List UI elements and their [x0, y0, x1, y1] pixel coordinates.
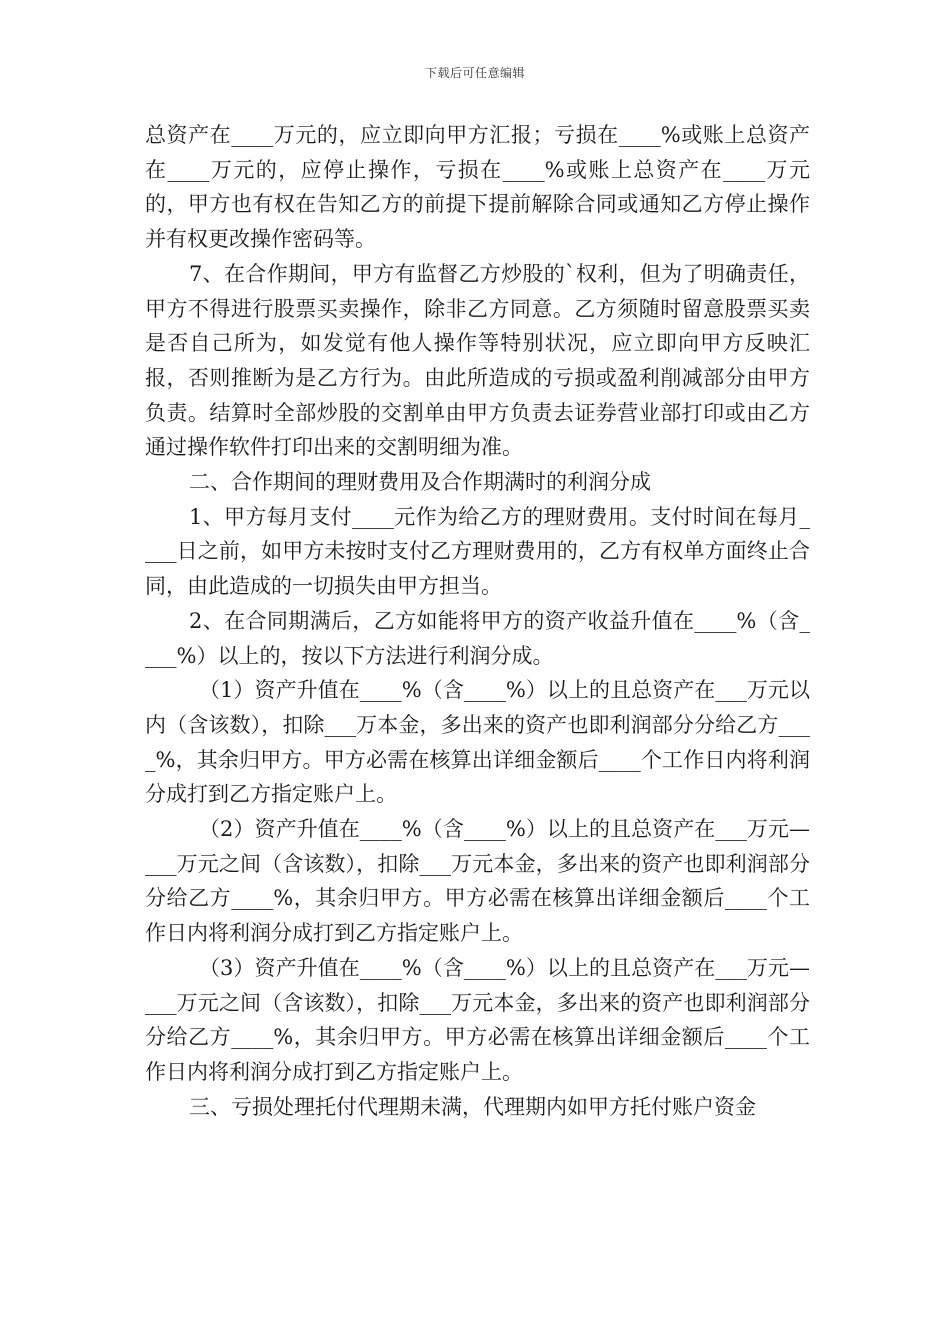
- paragraph-continuation: 总资产在____万元的，应立即向甲方汇报；亏损在____%或账上总资产在____万元的，应停止操作，亏损在____%或账上总资产在____万元的，甲方也有权在告知乙方的前提下提前解除合同或通知乙方停止操作并有权更改操作密码等。: [145, 123, 810, 252]
- paragraph-clause-1: 1、甲方每月支付____元作为给乙方的理财费用。支付时间在每月____日之前，如甲方未按时支付乙方理财费用的，乙方有权单方面终止合同，由此造成的一切损失由甲方担当。: [145, 504, 810, 599]
- paragraph-clause-2: 2、在合同期满后，乙方如能将甲方的资产收益升值在____%（含____%）以上的，按以下方法进行利润分成。: [145, 608, 810, 668]
- paragraph-subclause-2: （2）资产升值在____%（含____%）以上的且总资产在___万元—___万元之间（含该数），扣除___万元本金，多出来的资产也即利润部分分给乙方____%，其余归甲方。甲方必需在核算出详细金额后____个工作日内将利润分成打到乙方指定账户上。: [145, 817, 810, 946]
- page-header-note: 下载后可任意编辑: [424, 66, 525, 80]
- paragraph-subclause-1: （1）资产升值在____%（含____%）以上的且总资产在___万元以内（含该数），扣除___万本金，多出来的资产也即利润部分分给乙方____%，其余归甲方。甲方必需在核算出详细金额后____个工作日内将利润分成打到乙方指定账户上。: [145, 678, 810, 807]
- document-body: [145, 118, 810, 1124]
- paragraph-clause-7: 7、在合作期间，甲方有监督乙方炒股的`权利，但为了明确责任，甲方不得进行股票买卖操作，除非乙方同意。乙方须随时留意股票买卖是否自己所为，如发觉有他人操作等特别状况，应立即向甲方反映汇报，否则推断为是乙方行为。由此所造成的亏损或盈利削减部分由甲方负责。结算时全部炒股的交割单由甲方负责去证券营业部打印或由乙方通过操作软件打印出来的交割明细为准。: [145, 261, 810, 460]
- section-heading-3: 三、亏损处理托付代理期未满，代理期内如甲方托付账户资金: [189, 1094, 756, 1119]
- paragraph-subclause-3: （3）资产升值在____%（含____%）以上的且总资产在___万元—___万元之间（含该数），扣除___万元本金，多出来的资产也即利润部分分给乙方____%，其余归甲方。甲方必需在核算出详细金额后____个工作日内将利润分成打到乙方指定账户上。: [145, 955, 810, 1084]
- section-heading-2: 二、合作期间的理财费用及合作期满时的利润分成: [189, 470, 651, 495]
